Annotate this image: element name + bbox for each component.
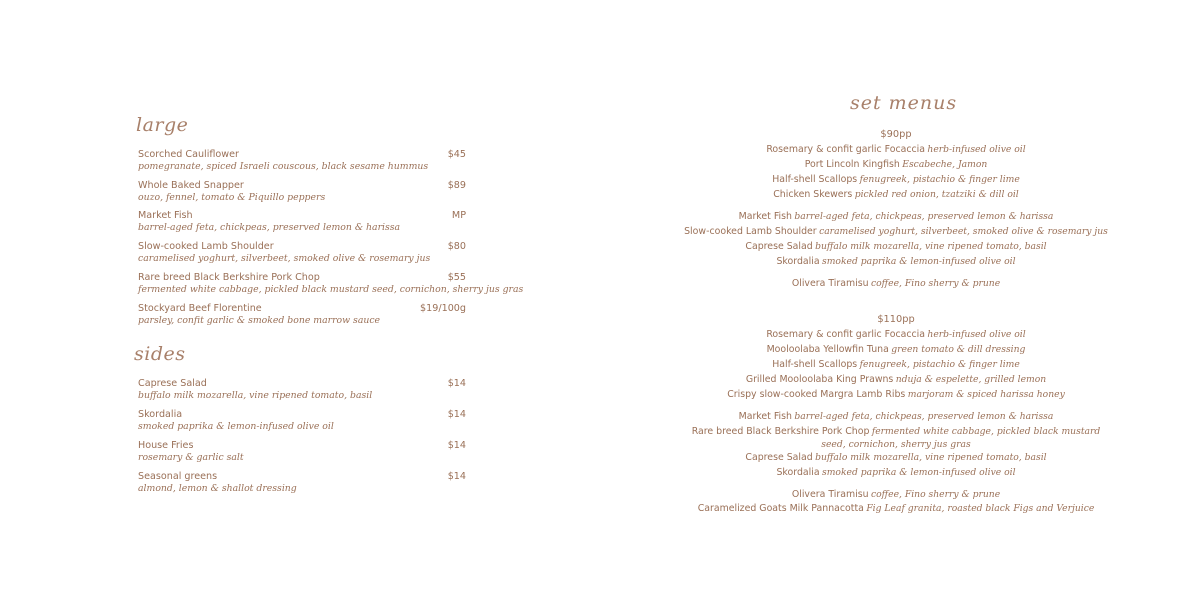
dish-name: Skordalia xyxy=(776,256,820,267)
item-price: $19/100g xyxy=(420,303,466,314)
set-menu-line xyxy=(660,189,1132,201)
menu-item xyxy=(138,210,466,240)
dish-name: Market Fish xyxy=(738,211,792,222)
dish-description: buffalo milk mozarella, vine ripened tomato, basil xyxy=(815,241,1047,252)
item-description: barrel-aged feta, chickpeas, preserved lemon & harissa xyxy=(138,222,401,233)
item-description: smoked paprika & lemon-infused olive oil xyxy=(138,421,334,432)
item-price: MP xyxy=(451,210,466,221)
set-menu-line xyxy=(660,329,1132,341)
dish-description: Fig Leaf granita, roasted black Figs and Verjuice xyxy=(866,503,1095,514)
set-menu-line xyxy=(660,241,1132,253)
set-menu-line xyxy=(660,344,1132,356)
set-menus-section xyxy=(660,0,1132,608)
item-price: $80 xyxy=(447,241,466,252)
dish-description: caramelised yoghurt, silverbeet, smoked olive & rosemary jus xyxy=(819,226,1108,237)
dish-name: Olivera Tiramisu xyxy=(791,278,869,289)
dish-description: fenugreek, pistachio & finger lime xyxy=(859,359,1020,370)
dish-name: Half-shell Scallops xyxy=(772,174,858,185)
dish-name: Caprese Salad xyxy=(745,241,813,252)
set-menu-line xyxy=(660,389,1132,401)
item-name: Stockyard Beef Florentine xyxy=(138,303,262,314)
dish-description: coffee, Fino sherry & prune xyxy=(870,278,1001,289)
set-menu-line xyxy=(660,359,1132,371)
dish-description: herb-infused olive oil xyxy=(927,144,1026,155)
item-name: Seasonal greens xyxy=(138,471,218,482)
dish-name: Rare breed Black Berkshire Pork Chop xyxy=(691,426,870,437)
item-price: $14 xyxy=(447,471,466,482)
item-price: $14 xyxy=(447,440,466,451)
menu-item xyxy=(138,471,466,501)
set-menu-line xyxy=(660,211,1132,223)
set-menu-line xyxy=(660,159,1132,171)
dish-description: coffee, Fino sherry & prune xyxy=(870,489,1001,500)
dish-name: Crispy slow-cooked Margra Lamb Ribs xyxy=(727,389,906,400)
set-menu-line xyxy=(690,425,1102,451)
item-name: House Fries xyxy=(138,440,194,451)
set-menu-line xyxy=(660,374,1132,386)
item-price: $89 xyxy=(447,180,466,191)
dish-name: Port Lincoln Kingfish xyxy=(804,159,900,170)
item-description: rosemary & garlic salt xyxy=(138,452,244,463)
dish-name: Market Fish xyxy=(738,411,792,422)
item-description: ouzo, fennel, tomato & Piquillo peppers xyxy=(138,192,326,203)
item-name: Whole Baked Snapper xyxy=(138,180,244,191)
item-description: pomegranate, spiced Israeli couscous, black sesame hummus xyxy=(138,161,429,172)
item-name: Skordalia xyxy=(138,409,183,420)
set-menu-line xyxy=(660,489,1132,501)
item-price: $45 xyxy=(447,149,466,160)
dish-description: herb-infused olive oil xyxy=(927,329,1026,340)
item-description: almond, lemon & shallot dressing xyxy=(138,483,297,494)
set-menu-price: $110pp xyxy=(877,314,915,325)
dish-name: Rosemary & confit garlic Focaccia xyxy=(766,144,926,155)
set-menu-line xyxy=(660,144,1132,156)
item-price: $14 xyxy=(447,409,466,420)
dish-name: Grilled Mooloolaba King Prawns xyxy=(745,374,894,385)
dish-name: Caramelized Goats Milk Pannacotta xyxy=(697,503,864,514)
menu-item xyxy=(138,180,466,210)
set-menu-line xyxy=(660,411,1132,423)
set-menu-line xyxy=(660,174,1132,186)
dish-description: barrel-aged feta, chickpeas, preserved lemon & harissa xyxy=(794,211,1054,222)
menu-item xyxy=(138,241,466,271)
item-name: Scorched Cauliflower xyxy=(138,149,239,160)
large-heading: large xyxy=(136,114,189,136)
set-menu-line xyxy=(660,503,1132,515)
item-name: Market Fish xyxy=(138,210,193,221)
dish-name: Half-shell Scallops xyxy=(772,359,858,370)
item-description: fermented white cabbage, pickled black mustard seed, cornichon, sherry jus gras xyxy=(138,284,524,295)
dish-name: Skordalia xyxy=(776,467,820,478)
dish-description: marjoram & spiced harissa honey xyxy=(907,389,1065,400)
dish-description: pickled red onion, tzatziki & dill oil xyxy=(854,189,1019,200)
set-menu-line xyxy=(660,256,1132,268)
dish-description: fermented white cabbage, pickled black mustard seed, cornichon, sherry jus gras xyxy=(821,426,1101,450)
menu-item xyxy=(138,409,466,439)
dish-description: buffalo milk mozarella, vine ripened tomato, basil xyxy=(815,452,1047,463)
large-section xyxy=(138,149,524,339)
sides-section xyxy=(138,378,466,508)
dish-description: smoked paprika & lemon-infused olive oil xyxy=(822,256,1016,267)
dish-name: Mooloolaba Yellowfin Tuna xyxy=(766,344,889,355)
item-description: parsley, confit garlic & smoked bone marrow sauce xyxy=(138,315,381,326)
set-menus-heading: set menus xyxy=(850,92,958,114)
dish-description: nduja & espelette, grilled lemon xyxy=(895,374,1047,385)
dish-description: Escabeche, Jamon xyxy=(902,159,988,170)
dish-name: Rosemary & confit garlic Focaccia xyxy=(766,329,926,340)
dish-description: barrel-aged feta, chickpeas, preserved lemon & harissa xyxy=(794,411,1054,422)
dish-name: Chicken Skewers xyxy=(773,189,853,200)
menu-item xyxy=(138,149,466,179)
item-name: Rare breed Black Berkshire Pork Chop xyxy=(138,272,320,283)
item-price: $14 xyxy=(447,378,466,389)
set-menu-price: $90pp xyxy=(880,129,912,140)
item-description: caramelised yoghurt, silverbeet, smoked olive & rosemary jus xyxy=(138,253,431,264)
dish-description: smoked paprika & lemon-infused olive oil xyxy=(822,467,1016,478)
dish-name: Olivera Tiramisu xyxy=(791,489,869,500)
dish-description: fenugreek, pistachio & finger lime xyxy=(859,174,1020,185)
item-description: buffalo milk mozarella, vine ripened tomato, basil xyxy=(138,390,373,401)
dish-description: green tomato & dill dressing xyxy=(891,344,1026,355)
sides-heading: sides xyxy=(134,343,186,365)
item-price: $55 xyxy=(447,272,466,283)
dish-name: Caprese Salad xyxy=(745,452,813,463)
item-name: Slow-cooked Lamb Shoulder xyxy=(138,241,274,252)
set-menu-line xyxy=(660,226,1132,238)
item-name: Caprese Salad xyxy=(138,378,207,389)
set-menu-line xyxy=(660,452,1132,464)
dish-name: Slow-cooked Lamb Shoulder xyxy=(684,226,817,237)
menu-item xyxy=(138,378,466,408)
menu-item xyxy=(138,303,466,333)
set-menu-line xyxy=(660,278,1132,290)
set-menu-line xyxy=(660,467,1132,479)
menu-item xyxy=(138,272,524,302)
menu-item xyxy=(138,440,466,470)
